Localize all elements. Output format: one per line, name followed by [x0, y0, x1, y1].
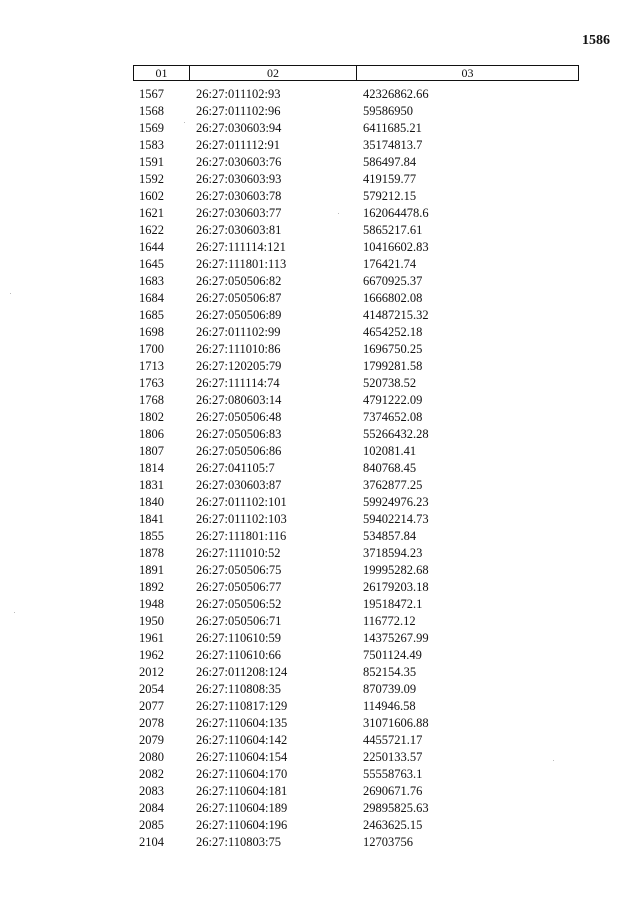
row-value: 870739.09 — [363, 682, 417, 696]
row-id: 1700 — [139, 342, 164, 356]
table-row — [133, 613, 579, 630]
row-value: 586497.84 — [363, 155, 417, 169]
row-id: 1591 — [139, 155, 164, 169]
row-id: 1768 — [139, 393, 164, 407]
row-value: 1696750.25 — [363, 342, 423, 356]
cadastral-number: 26:27:110610:59 — [196, 631, 281, 645]
header-col-01: 01 — [134, 66, 190, 80]
scan-speck — [14, 612, 15, 613]
row-value: 2250133.57 — [363, 750, 423, 764]
row-value: 2690671.76 — [363, 784, 423, 798]
row-id: 1713 — [139, 359, 164, 373]
cadastral-number: 26:27:030603:87 — [196, 478, 282, 492]
table-row — [133, 766, 579, 783]
cadastral-number: 26:27:030603:78 — [196, 189, 282, 203]
row-id: 1855 — [139, 529, 164, 543]
table-row — [133, 834, 579, 851]
row-id: 2079 — [139, 733, 164, 747]
table-row — [133, 120, 579, 137]
row-value: 6670925.37 — [363, 274, 423, 288]
row-value: 5865217.61 — [363, 223, 423, 237]
cadastral-number: 26:27:011102:99 — [196, 325, 281, 339]
table-row — [133, 392, 579, 409]
table-row — [133, 698, 579, 715]
row-id: 1644 — [139, 240, 164, 254]
table-row — [133, 154, 579, 171]
row-id: 1645 — [139, 257, 164, 271]
table-row — [133, 188, 579, 205]
row-id: 1567 — [139, 87, 164, 101]
cadastral-number: 26:27:111801:113 — [196, 257, 287, 271]
cadastral-number: 26:27:120205:79 — [196, 359, 282, 373]
row-id: 2054 — [139, 682, 164, 696]
row-value: 114946.58 — [363, 699, 416, 713]
cadastral-number: 26:27:110610:66 — [196, 648, 281, 662]
row-value: 7501124.49 — [363, 648, 422, 662]
cadastral-number: 26:27:110604:142 — [196, 733, 288, 747]
scan-speck — [184, 122, 185, 123]
table-row — [133, 171, 579, 188]
row-id: 2085 — [139, 818, 164, 832]
table-row — [133, 681, 579, 698]
row-id: 1684 — [139, 291, 164, 305]
table-row — [133, 290, 579, 307]
row-id: 2080 — [139, 750, 164, 764]
table-header — [133, 65, 579, 81]
table-row — [133, 426, 579, 443]
row-id: 1961 — [139, 631, 164, 645]
scan-speck — [338, 213, 339, 214]
header-col-03: 03 — [461, 65, 474, 80]
row-value: 19995282.68 — [363, 563, 429, 577]
cadastral-number: 26:27:110803:75 — [196, 835, 281, 849]
table-row — [133, 358, 579, 375]
row-value: 41487215.32 — [363, 308, 429, 322]
cadastral-number: 26:27:110808:35 — [196, 682, 281, 696]
row-value: 4455721.17 — [363, 733, 423, 747]
cadastral-number: 26:27:110604:154 — [196, 750, 288, 764]
row-id: 1807 — [139, 444, 164, 458]
table-row — [133, 443, 579, 460]
row-id: 2082 — [139, 767, 164, 781]
row-id: 1948 — [139, 597, 164, 611]
row-id: 1831 — [139, 478, 164, 492]
row-value: 59586950 — [363, 104, 413, 118]
row-id: 2078 — [139, 716, 164, 730]
table-row — [133, 545, 579, 562]
table-row — [133, 222, 579, 239]
row-id: 1685 — [139, 308, 164, 322]
cadastral-number: 26:27:110604:135 — [196, 716, 288, 730]
table-row — [133, 86, 579, 103]
cadastral-number: 26:27:011112:91 — [196, 138, 281, 152]
table-row — [133, 103, 579, 120]
row-value: 852154.35 — [363, 665, 417, 679]
row-value: 162064478.6 — [363, 206, 429, 220]
cadastral-number: 26:27:110604:196 — [196, 818, 288, 832]
row-id: 1814 — [139, 461, 164, 475]
table-row — [133, 477, 579, 494]
table-row — [133, 647, 579, 664]
row-id: 1878 — [139, 546, 164, 560]
cadastral-number: 26:27:050506:75 — [196, 563, 282, 577]
table-row — [133, 732, 579, 749]
row-value: 520738.52 — [363, 376, 417, 390]
cadastral-number: 26:27:110604:181 — [196, 784, 288, 798]
row-value: 31071606.88 — [363, 716, 429, 730]
row-id: 1698 — [139, 325, 164, 339]
table-row — [133, 307, 579, 324]
scan-speck — [553, 760, 554, 761]
row-id: 2012 — [139, 665, 164, 679]
cadastral-number: 26:27:030603:94 — [196, 121, 282, 135]
row-value: 419159.77 — [363, 172, 417, 186]
cadastral-number: 26:27:050506:48 — [196, 410, 282, 424]
table-row — [133, 783, 579, 800]
table-row — [133, 800, 579, 817]
row-value: 1666802.08 — [363, 291, 423, 305]
row-value: 19518472.1 — [363, 597, 423, 611]
table-body — [133, 86, 579, 851]
row-value: 579212.15 — [363, 189, 417, 203]
row-id: 2084 — [139, 801, 164, 815]
row-id: 1806 — [139, 427, 164, 441]
cadastral-number: 26:27:011102:103 — [196, 512, 287, 526]
header-col-02: 02 — [190, 66, 357, 80]
table-row — [133, 596, 579, 613]
row-value: 534857.84 — [363, 529, 417, 543]
row-value: 1799281.58 — [363, 359, 423, 373]
row-id: 2077 — [139, 699, 164, 713]
row-id: 1568 — [139, 104, 164, 118]
row-value: 116772.12 — [363, 614, 416, 628]
row-id: 1892 — [139, 580, 164, 594]
table-row — [133, 205, 579, 222]
table-row — [133, 511, 579, 528]
cadastral-number: 26:27:111114:121 — [196, 240, 286, 254]
table-row — [133, 256, 579, 273]
row-id: 1583 — [139, 138, 164, 152]
cadastral-number: 26:27:050506:87 — [196, 291, 282, 305]
table-row — [133, 817, 579, 834]
row-id: 1592 — [139, 172, 164, 186]
table-row — [133, 137, 579, 154]
table-row — [133, 239, 579, 256]
cadastral-number: 26:27:080603:14 — [196, 393, 282, 407]
row-id: 1621 — [139, 206, 164, 220]
row-id: 1622 — [139, 223, 164, 237]
row-id: 1763 — [139, 376, 164, 390]
table-row — [133, 460, 579, 477]
row-value: 35174813.7 — [363, 138, 423, 152]
row-value: 176421.74 — [363, 257, 417, 271]
row-id: 1569 — [139, 121, 164, 135]
row-value: 102081.41 — [363, 444, 417, 458]
row-value: 59402214.73 — [363, 512, 429, 526]
table-row — [133, 341, 579, 358]
cadastral-number: 26:27:050506:83 — [196, 427, 282, 441]
cadastral-number: 26:27:110604:170 — [196, 767, 288, 781]
row-value: 7374652.08 — [363, 410, 423, 424]
row-id: 1962 — [139, 648, 164, 662]
row-value: 3718594.23 — [363, 546, 423, 560]
row-value: 840768.45 — [363, 461, 417, 475]
row-value: 10416602.83 — [363, 240, 429, 254]
scan-speck — [10, 293, 11, 294]
row-id: 1841 — [139, 512, 164, 526]
row-id: 2104 — [139, 835, 164, 849]
page-number: 1586 — [582, 33, 610, 48]
table-row — [133, 715, 579, 732]
table-row — [133, 273, 579, 290]
row-id: 1950 — [139, 614, 164, 628]
row-value: 59924976.23 — [363, 495, 429, 509]
cadastral-number: 26:27:111801:116 — [196, 529, 287, 543]
cadastral-number: 26:27:110604:189 — [196, 801, 288, 815]
row-value: 26179203.18 — [363, 580, 429, 594]
cadastral-number: 26:27:050506:52 — [196, 597, 282, 611]
cadastral-number: 26:27:050506:86 — [196, 444, 282, 458]
table-row — [133, 324, 579, 341]
table-row — [133, 749, 579, 766]
row-value: 14375267.99 — [363, 631, 429, 645]
row-id: 1602 — [139, 189, 164, 203]
cadastral-number: 26:27:110817:129 — [196, 699, 288, 713]
cadastral-number: 26:27:030603:93 — [196, 172, 282, 186]
row-value: 6411685.21 — [363, 121, 422, 135]
cadastral-number: 26:27:030603:77 — [196, 206, 282, 220]
cadastral-number: 26:27:011102:93 — [196, 87, 281, 101]
table-row — [133, 579, 579, 596]
table-row — [133, 409, 579, 426]
row-value: 29895825.63 — [363, 801, 429, 815]
row-value: 12703756 — [363, 835, 413, 849]
cadastral-number: 26:27:050506:77 — [196, 580, 282, 594]
cadastral-number: 26:27:011102:96 — [196, 104, 281, 118]
cadastral-number: 26:27:011102:101 — [196, 495, 287, 509]
row-value: 42326862.66 — [363, 87, 429, 101]
row-id: 2083 — [139, 784, 164, 798]
table-row — [133, 375, 579, 392]
cadastral-number: 26:27:111114:74 — [196, 376, 280, 390]
cadastral-number: 26:27:050506:89 — [196, 308, 282, 322]
table-row — [133, 494, 579, 511]
row-id: 1840 — [139, 495, 164, 509]
row-value: 4654252.18 — [363, 325, 423, 339]
table-row — [133, 528, 579, 545]
row-id: 1683 — [139, 274, 164, 288]
cadastral-number: 26:27:111010:86 — [196, 342, 281, 356]
cadastral-number: 26:27:011208:124 — [196, 665, 288, 679]
cadastral-number: 26:27:030603:76 — [196, 155, 282, 169]
cadastral-number: 26:27:050506:71 — [196, 614, 282, 628]
row-id: 1891 — [139, 563, 164, 577]
table-row — [133, 630, 579, 647]
table-row — [133, 664, 579, 681]
row-id: 1802 — [139, 410, 164, 424]
row-value: 55558763.1 — [363, 767, 423, 781]
cadastral-number: 26:27:050506:82 — [196, 274, 282, 288]
cadastral-number: 26:27:030603:81 — [196, 223, 282, 237]
row-value: 2463625.15 — [363, 818, 423, 832]
row-value: 3762877.25 — [363, 478, 423, 492]
cadastral-number: 26:27:111010:52 — [196, 546, 281, 560]
cadastral-number: 26:27:041105:7 — [196, 461, 275, 475]
table-row — [133, 562, 579, 579]
row-value: 4791222.09 — [363, 393, 423, 407]
row-value: 55266432.28 — [363, 427, 429, 441]
